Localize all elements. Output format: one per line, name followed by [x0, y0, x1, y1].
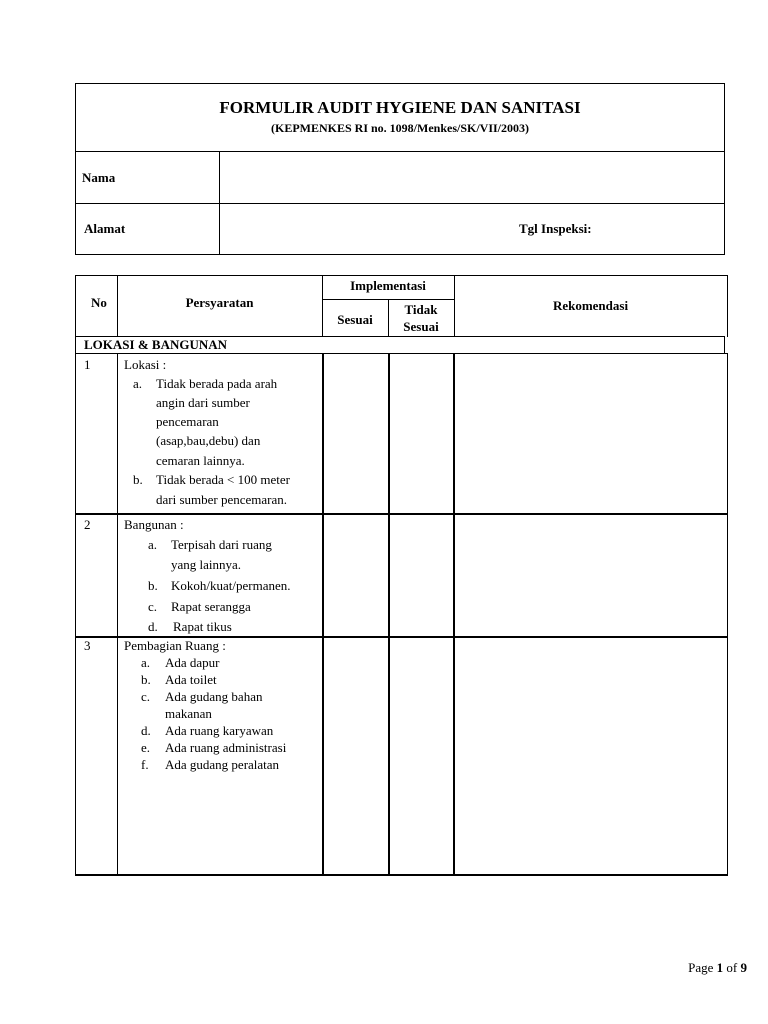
item-text: Ada toilet: [165, 672, 217, 687]
row-title: Lokasi :: [124, 357, 167, 372]
nama-label: Nama: [82, 170, 116, 185]
item-marker: e.: [141, 740, 151, 755]
item-marker: a.: [148, 537, 158, 552]
item-text: Tidak berada < 100 meter: [156, 472, 290, 487]
section-lokasi-bangunan: LOKASI & BANGUNAN: [84, 337, 228, 352]
page-of: of: [723, 960, 741, 975]
item-text: Tidak berada pada arah: [156, 376, 278, 391]
column-header-implementasi: Implementasi: [350, 278, 426, 293]
item-text: Ada ruang administrasi: [165, 740, 287, 755]
sesuai-line: Sesuai: [403, 319, 439, 334]
item-marker: f.: [141, 757, 149, 772]
column-header-tidak-sesuai: [388, 301, 454, 335]
alamat-label: Alamat: [84, 221, 126, 236]
page-current: 1: [716, 960, 724, 975]
page-total: 9: [740, 960, 747, 975]
item-text: makanan: [165, 706, 212, 721]
item-marker: d.: [148, 619, 158, 634]
row-number: 3: [84, 638, 91, 653]
item-text: angin dari sumber: [156, 395, 250, 410]
item-text: Ada gudang peralatan: [165, 757, 280, 772]
row-title: Bangunan :: [124, 517, 184, 532]
nama-field[interactable]: [221, 153, 723, 202]
alamat-field[interactable]: [221, 205, 511, 253]
item-text: cemaran lainnya.: [156, 453, 245, 468]
row-title: Pembagian Ruang :: [124, 638, 226, 653]
column-header-rekomendasi: Rekomendasi: [552, 298, 629, 313]
page-indicator: [688, 958, 747, 977]
item-text: (asap,bau,debu) dan: [156, 433, 261, 448]
item-text: yang lainnya.: [171, 557, 242, 572]
tgl-inspeksi-label: Tgl Inspeksi:: [519, 221, 592, 236]
form-title: FORMULIR AUDIT HYGIENE DAN SANITASI: [219, 98, 581, 117]
item-text: Rapat tikus: [173, 619, 232, 634]
item-text: pencemaran: [156, 414, 219, 429]
item-text: Rapat serangga: [171, 599, 251, 614]
item-text: Ada ruang karyawan: [165, 723, 274, 738]
item-marker: b.: [133, 472, 143, 487]
column-header-no: No: [91, 295, 107, 310]
page-prefix: Page: [688, 960, 717, 975]
item-marker: a.: [133, 376, 143, 391]
row-number: 1: [84, 357, 91, 372]
item-marker: a.: [141, 655, 151, 670]
item-marker: c.: [141, 689, 151, 704]
item-marker: c.: [148, 599, 158, 614]
row-number: 2: [84, 517, 91, 532]
column-header-sesuai: Sesuai: [337, 312, 373, 327]
item-text: Terpisah dari ruang: [171, 537, 272, 552]
tidak-line: Tidak: [404, 302, 438, 317]
column-header-persyaratan: Persyaratan: [185, 295, 254, 310]
item-text: Kokoh/kuat/permanen.: [171, 578, 291, 593]
item-text: Ada dapur: [165, 655, 220, 670]
item-text: dari sumber pencemaran.: [156, 492, 288, 507]
item-marker: d.: [141, 723, 151, 738]
item-text: Ada gudang bahan: [165, 689, 263, 704]
item-marker: b.: [148, 578, 158, 593]
item-marker: b.: [141, 672, 151, 687]
form-subtitle: (KEPMENKES RI no. 1098/Menkes/SK/VII/2003): [270, 121, 530, 135]
